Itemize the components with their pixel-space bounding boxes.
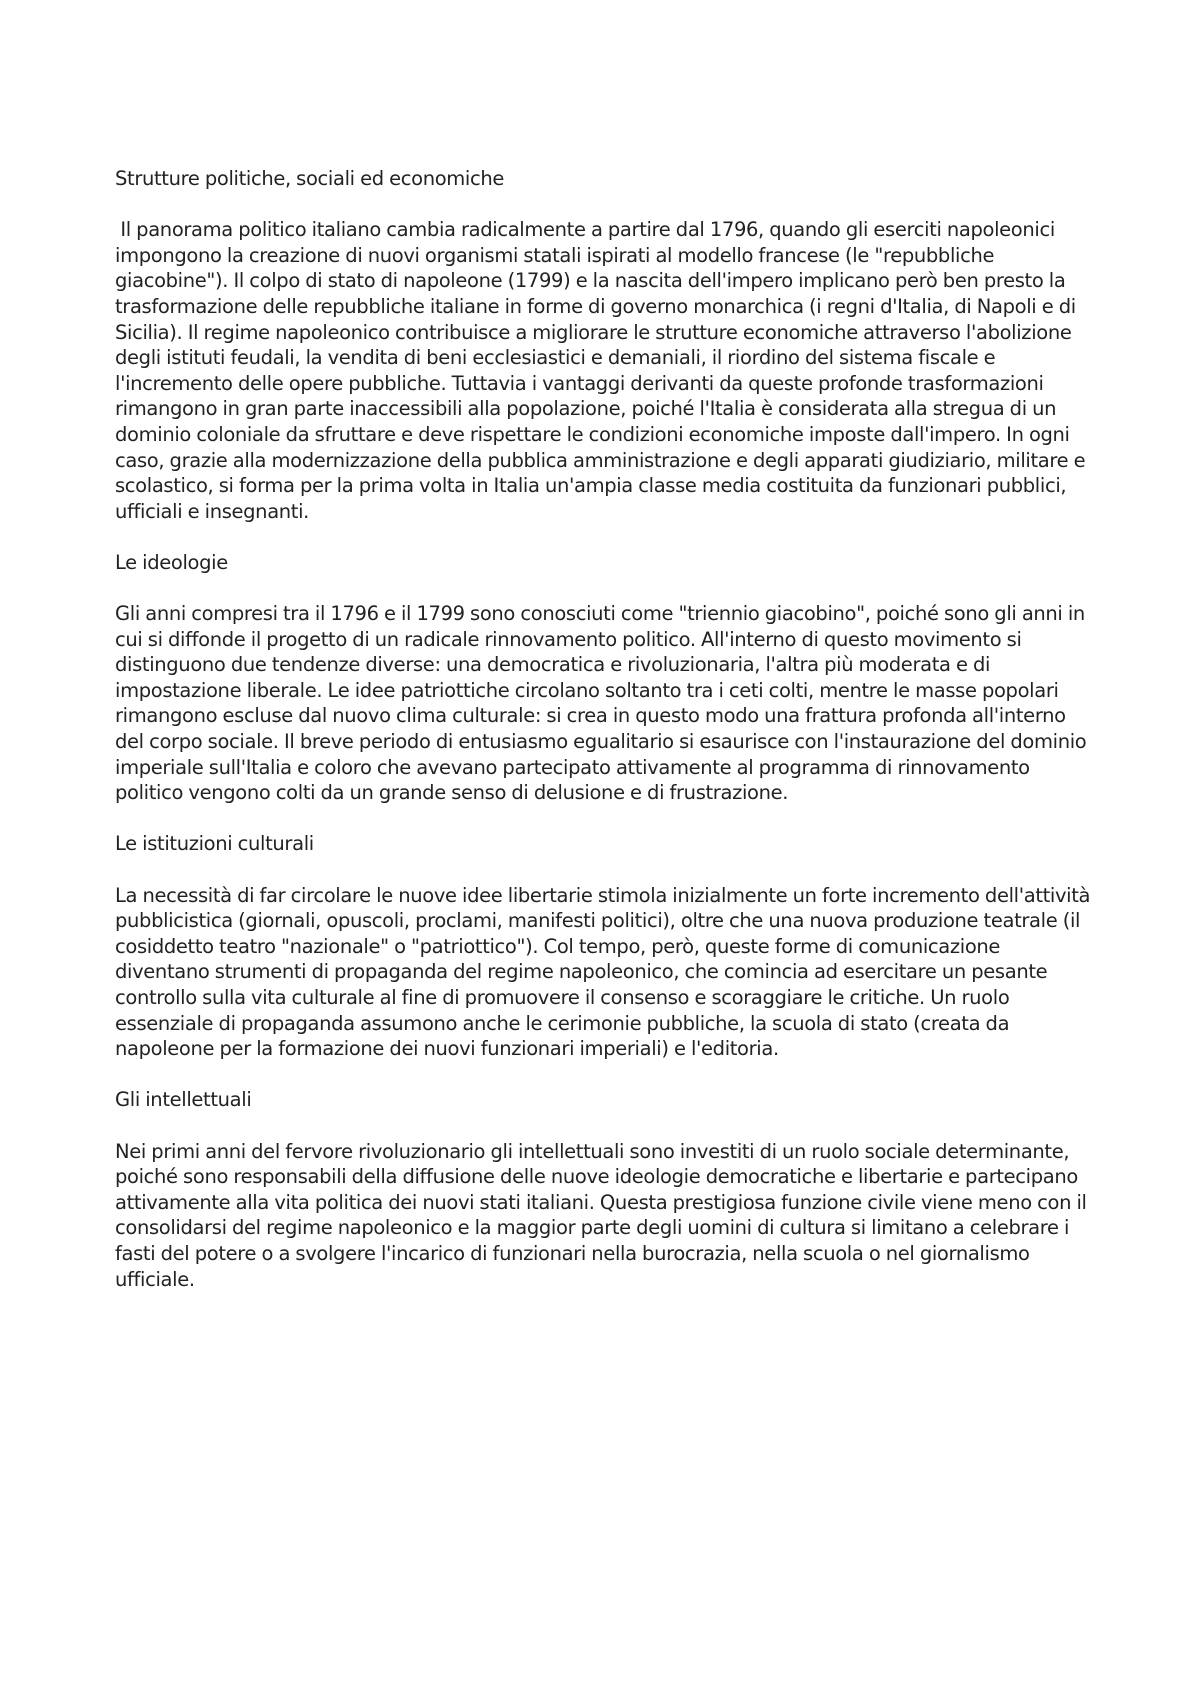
- section-body-istituzioni: La necessità di far circolare le nuove idee libertarie stimola inizialmente un forte incremento dell'attività pubblicistica (giornali, opuscoli, proclami, manifesti politici), oltre che una nuova produzione teatrale (il cosiddetto teatro "nazionale" o "patriottico"). Col tempo, però, queste forme di comunicazione diventano strumenti di propaganda del regime napoleonico, che comincia ad esercitare un pesante controllo sulla vita culturale al fine di promuovere il consenso e scoraggiare le critiche. Un ruolo essenziale di propaganda assumono anche le cerimonie pubbliche, la scuola di stato (creata da napoleone per la formazione dei nuovi funzionari imperiali) e l'editoria.: [115, 883, 1091, 1061]
- section-body-intellettuali: Nei primi anni del fervore rivoluzionario gli intellettuali sono investiti di un ruolo sociale determinante, poiché sono responsabili della diffusione delle nuove ideologie democratiche e libertarie e partecipano attivamente alla vita politica dei nuovi stati italiani. Questa prestigiosa funzione civile viene meno con il consolidarsi del regime napoleonico e la maggior parte degli uomini di cultura si limitano a celebrare i fasti del potere o a svolgere l'incarico di funzionari nella burocrazia, nella scuola o nel giornalismo ufficiale.: [115, 1139, 1087, 1291]
- section-heading-strutture: Strutture politiche, sociali ed economiche: [115, 167, 505, 190]
- section-heading-ideologie: Le ideologie: [115, 550, 228, 574]
- section-body-ideologie: Gli anni compresi tra il 1796 e il 1799 sono conosciuti come "triennio giacobino", poiché sono gli anni in cui si diffonde il progetto di un radicale rinnovamento politico. All'interno di questo movimento si distinguono due tendenze diverse: una democratica e rivoluzionaria, l'altra più moderata e di impostazione liberale. Le idee patriottiche circolano soltanto tra i ceti colti, mentre le masse popolari rimangono escluse dal nuovo clima culturale: si crea in questo modo una frattura profonda all'interno del corpo sociale. Il breve periodo di entusiasmo egualitario si esaurisce con l'instaurazione del dominio imperiale sull'Italia e coloro che avevano partecipato attivamente al programma di rinnovamento politico vengono colti da un grande senso di delusione e di frustrazione.: [115, 602, 1087, 805]
- section-body-strutture: Il panorama politico italiano cambia radicalmente a partire dal 1796, quando gli eserciti napoleonici impongono la creazione di nuovi organismi statali ispirati al modello francese (le "repubbliche giacobine"). Il colpo di stato di napoleone (1799) e la nascita dell'impero implicano però ben presto la trasformazione delle repubbliche italiane in forme di governo monarchica (i regni d'Italia, di Napoli e di Sicilia). Il regime napoleonico contribuisce a migliorare le strutture economiche attraverso l'abolizione degli istituti feudali, la vendita di beni ecclesiastici e demaniali, il riordino del sistema fiscale e l'incremento delle opere pubbliche. Tuttavia i vantaggi derivanti da queste profonde trasformazioni rimangono in gran parte inaccessibili alla popolazione, poiché l'Italia è considerata alla stregua di un dominio coloniale da sfruttare e deve rispettare le condizioni economiche imposte dall'impero. In ogni caso, grazie alla modernizzazione della pubblica amministrazione e degli apparati giudiziario, militare e scolastico, si forma per la prima volta in Italia un'ampia classe media costituita da funzionari pubblici, ufficiali e insegnanti.: [115, 218, 1091, 523]
- section-heading-intellettuali: Gli intellettuali: [115, 1088, 252, 1112]
- section-heading-istituzioni: Le istituzioni culturali: [115, 832, 314, 856]
- document-page: [115, 166, 1095, 1318]
